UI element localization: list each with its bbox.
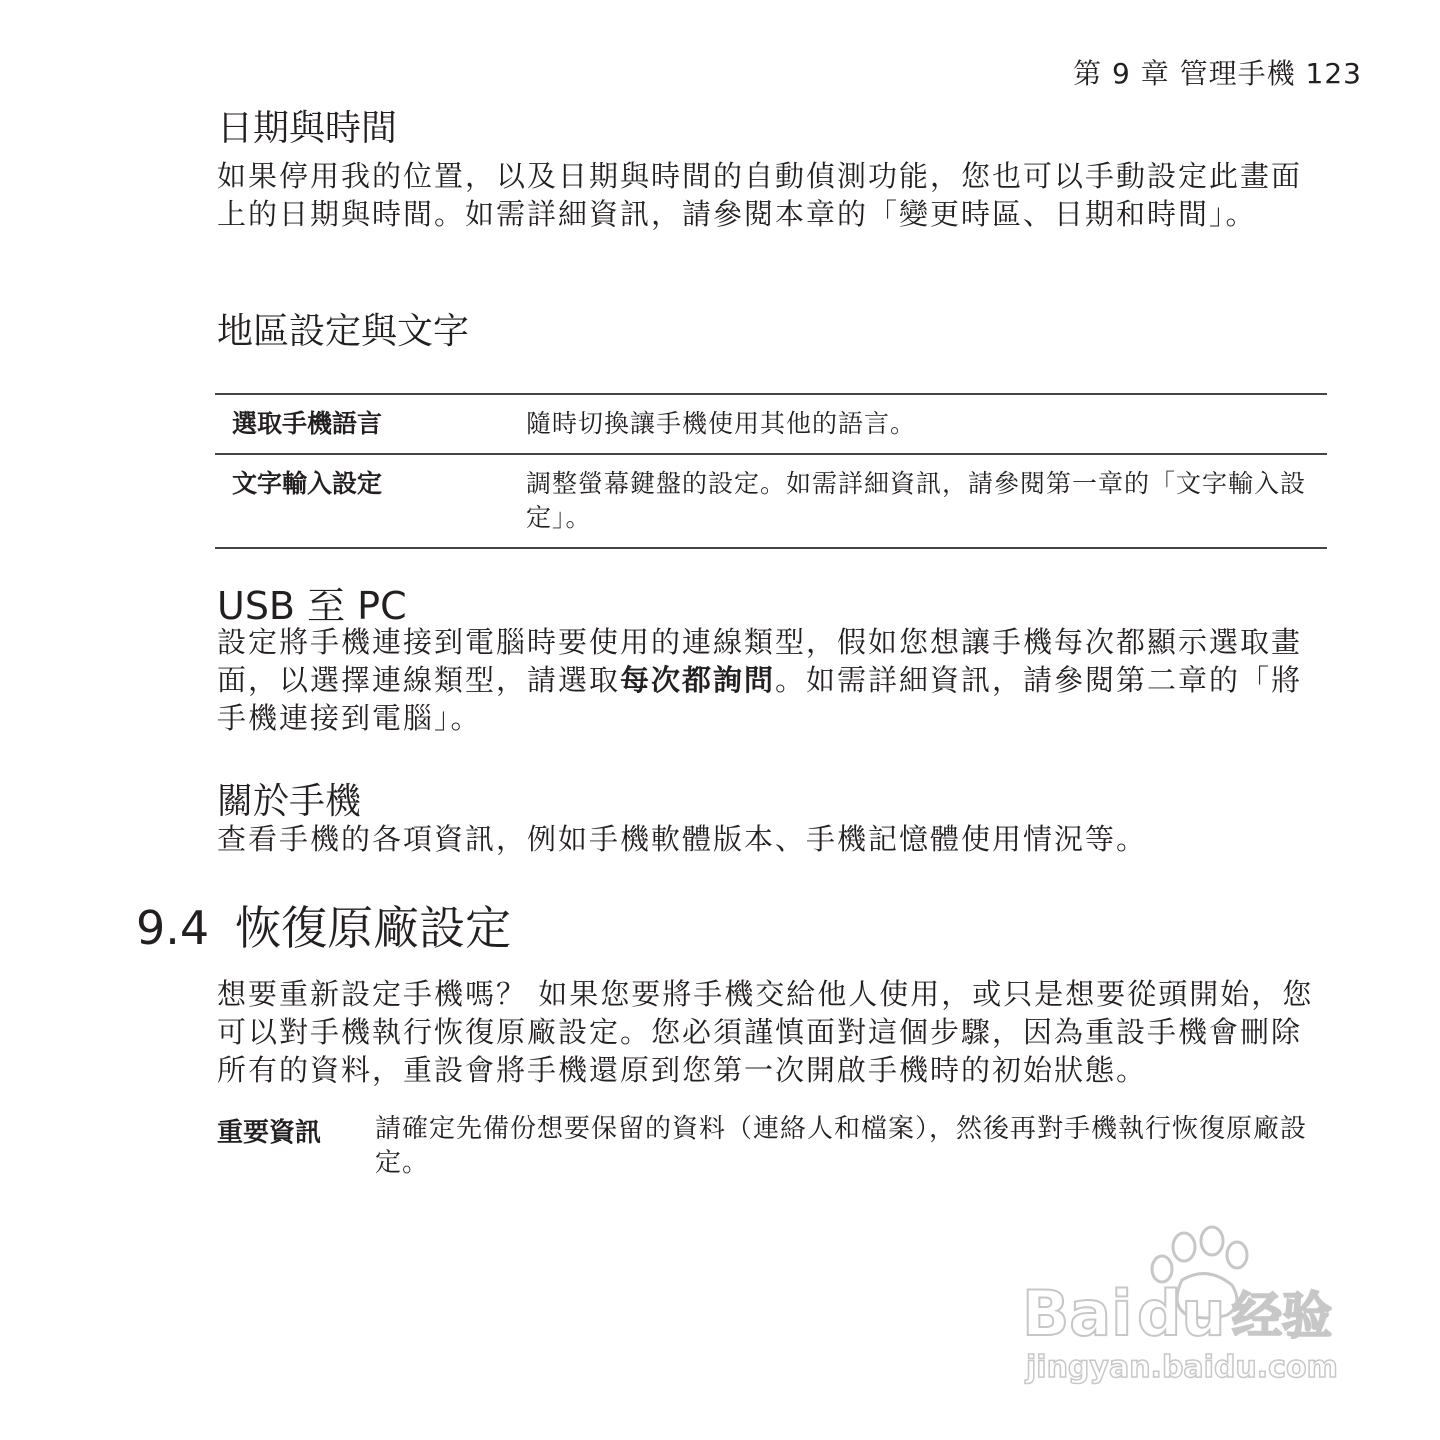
date-time-body: 如果停用我的位置，以及日期與時間的自動偵測功能，您也可以手動設定此畫面上的日期與時間。如需詳細資訊，請參閱本章的「變更時區、日期和時間」。 xyxy=(217,159,1303,231)
svg-text:经验: 经验 xyxy=(1232,1287,1332,1345)
section-name: 恢復原廠設定 xyxy=(235,901,512,955)
section-number: 9.4 xyxy=(136,901,210,955)
note-label: 重要資訊 xyxy=(217,1118,322,1148)
usb-body-bold: 每次都詢問 xyxy=(620,663,776,697)
heading-date-time: 日期與時間 xyxy=(217,108,398,149)
svg-text:jingyan.baidu.com: jingyan.baidu.com xyxy=(1026,1350,1338,1385)
usb-body-pre: 設定將手機連接到電腦時要使用的連線類型，假如您想讓手機每次都顯示選取畫面，以選擇連線類型，請選取 xyxy=(217,625,1303,697)
row-desc: 調整螢幕鍵盤的設定。如需詳細資訊，請參閱第一章的「文字輸入設定」。 xyxy=(526,469,1307,532)
heading-about: 關於手機 xyxy=(217,781,362,822)
row-name: 選取手機語言 xyxy=(232,409,383,438)
usb-body-post: 。如需詳細資訊，請參閱第二章的「將手機連接到電腦」。 xyxy=(217,663,1303,735)
heading-locale: 地區設定與文字 xyxy=(217,311,470,352)
page-header: 第 9 章 管理手機 123 xyxy=(1073,57,1362,90)
about-body: 查看手機的各項資訊，例如手機軟體版本、手機記憶體使用情況等。 xyxy=(217,822,1148,856)
locale-settings-table xyxy=(215,393,1327,549)
usb-body xyxy=(217,623,1332,737)
heading-usb: USB 至 PC xyxy=(217,584,407,628)
reset-body: 想要重新設定手機嗎？ 如果您要將手機交給他人使用，或只是想要從頭開始，您可以對手機執行恢復原廠設定。您必須謹慎面對這個步驟，因為重設手機會刪除所有的資料，重設會將手機還原到您第一次開啟手機時的初始狀態。 xyxy=(217,977,1314,1087)
svg-text:Bai: Bai xyxy=(1022,1277,1133,1350)
row-desc: 隨時切換讓手機使用其他的語言。 xyxy=(526,409,917,438)
row-name: 文字輸入設定 xyxy=(232,469,383,498)
baidu-paw-icon xyxy=(1022,1225,1352,1385)
table-row xyxy=(215,453,1327,547)
table-row xyxy=(215,395,1327,453)
note-text: 請確定先備份想要保留的資料（連絡人和檔案），然後再對手機執行恢復原廠設定。 xyxy=(375,1114,1308,1178)
baidu-watermark-logo xyxy=(1022,1225,1352,1385)
section-title xyxy=(136,892,511,958)
svg-text:du: du xyxy=(1137,1277,1226,1350)
